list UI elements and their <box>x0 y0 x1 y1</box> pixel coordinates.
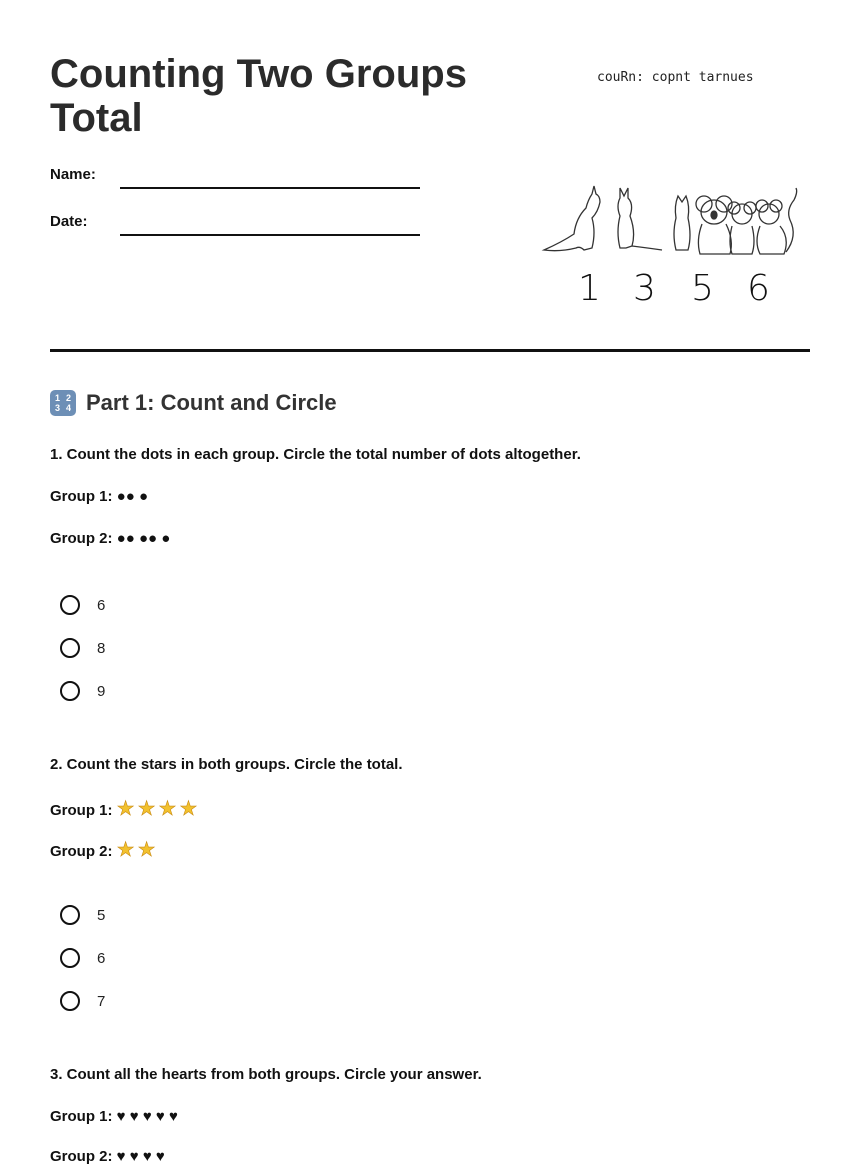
dots-group: ●● ●● ● <box>116 530 171 547</box>
radio-circle[interactable] <box>60 948 80 968</box>
name-field[interactable] <box>120 187 420 189</box>
group-2 <box>50 1148 165 1165</box>
star-icon-group: ★★★★ <box>116 798 201 820</box>
question-prompt: 3. Count all the hearts from both groups. Circle your answer. <box>50 1066 482 1083</box>
radio-circle[interactable] <box>60 595 80 615</box>
option-label: 6 <box>97 949 106 967</box>
section-title <box>50 390 337 416</box>
group-label: Group 1: <box>50 1108 113 1125</box>
option-label: 7 <box>97 992 106 1010</box>
art-number: 5 <box>691 268 714 309</box>
answer-option[interactable] <box>60 638 105 658</box>
radio-circle[interactable] <box>60 905 80 925</box>
group-label: Group 2: <box>50 530 113 547</box>
art-number: 1 <box>578 268 601 309</box>
name-label: Name: <box>50 166 96 183</box>
art-number-row <box>560 268 800 312</box>
heart-icon-group: ♥ ♥ ♥ ♥ <box>116 1148 165 1165</box>
answer-option[interactable] <box>60 991 105 1011</box>
group-label: Group 1: <box>50 488 113 505</box>
animals-illustration <box>540 182 805 262</box>
art-number: 3 <box>633 268 656 309</box>
option-label: 6 <box>97 596 106 614</box>
section-title-text: Part 1: Count and Circle <box>86 390 337 415</box>
option-label: 5 <box>97 906 106 924</box>
radio-circle[interactable] <box>60 681 80 701</box>
art-number: 6 <box>747 268 770 309</box>
group-label: Group 1: <box>50 802 113 819</box>
star-icon-group: ★★ <box>116 839 159 861</box>
answer-option[interactable] <box>60 905 105 925</box>
group-label: Group 2: <box>50 843 113 860</box>
answer-option[interactable] <box>60 595 105 615</box>
radio-circle[interactable] <box>60 991 80 1011</box>
group-2 <box>50 837 159 862</box>
numbers-icon: 1 2 3 4 <box>50 390 76 416</box>
heart-icon-group: ♥ ♥ ♥ ♥ ♥ <box>116 1108 178 1125</box>
dots-group: ●● ● <box>116 488 149 505</box>
date-field[interactable] <box>120 234 420 236</box>
group-1 <box>50 1108 178 1125</box>
page-title: Counting Two Groups Total <box>50 52 467 140</box>
radio-circle[interactable] <box>60 638 80 658</box>
option-label: 9 <box>97 682 106 700</box>
date-label: Date: <box>50 213 88 230</box>
header-divider <box>50 349 810 352</box>
option-label: 8 <box>97 639 106 657</box>
group-1 <box>50 488 148 505</box>
question-prompt: 1. Count the dots in each group. Circle the total number of dots altogether. <box>50 446 581 463</box>
group-2 <box>50 530 170 547</box>
group-label: Group 2: <box>50 1148 113 1165</box>
question-prompt: 2. Count the stars in both groups. Circle the total. <box>50 756 403 773</box>
answer-option[interactable] <box>60 681 105 701</box>
side-caption: couRn: copnt tarnues <box>597 70 754 85</box>
answer-option[interactable] <box>60 948 105 968</box>
group-1 <box>50 796 200 821</box>
